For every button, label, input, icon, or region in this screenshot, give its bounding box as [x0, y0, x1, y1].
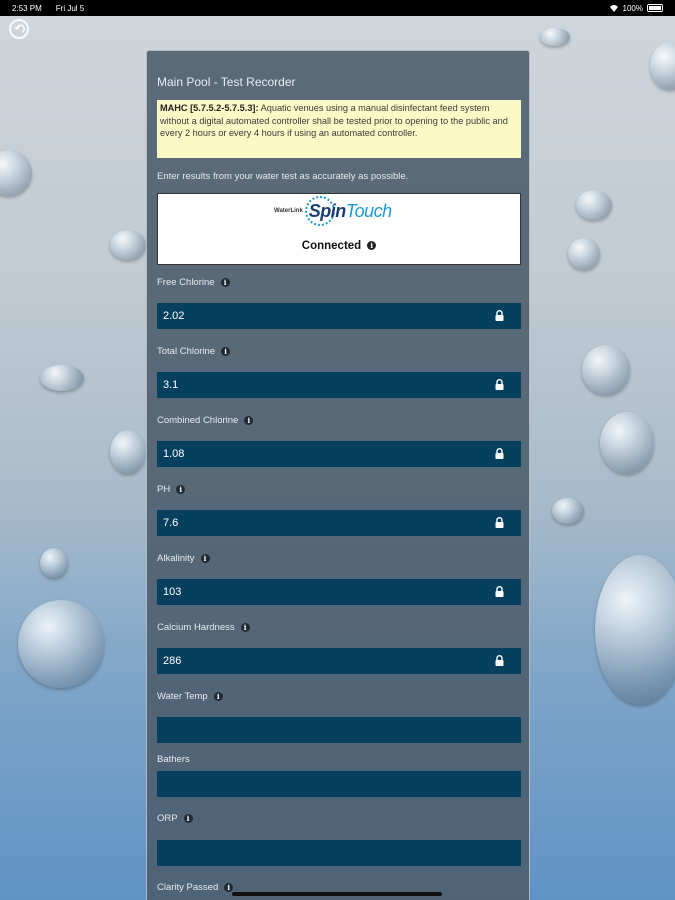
water-drop [595, 555, 675, 705]
panel-title: Main Pool - Test Recorder [157, 75, 296, 89]
field-label-ph [157, 484, 185, 495]
logo-waterlink: WaterLink [274, 208, 303, 214]
field-label-text: ORP [157, 813, 178, 824]
field-label-water-temp [157, 691, 223, 702]
info-icon[interactable]: i [221, 278, 230, 287]
home-indicator[interactable] [232, 892, 442, 896]
back-arrow-icon [14, 24, 25, 35]
field-label-orp [157, 813, 193, 824]
field-label-bathers [157, 754, 190, 765]
water-drop [582, 345, 630, 395]
field-label-text: Alkalinity [157, 553, 195, 564]
logo-text [309, 201, 392, 222]
field-label-text: Combined Chlorine [157, 415, 239, 426]
water-drop [0, 150, 32, 196]
field-label-text: Calcium Hardness [157, 622, 235, 633]
info-icon[interactable]: i [224, 883, 233, 892]
field-label-clarity-passed [157, 882, 233, 893]
alkalinity-field[interactable] [157, 579, 521, 605]
mahc-notice [157, 100, 521, 158]
water-drop [110, 430, 146, 474]
water-drop [568, 238, 600, 270]
logo-touch: Touch [345, 200, 392, 221]
field-value: 3.1 [163, 379, 179, 391]
logo-spin: Spin [308, 200, 346, 221]
free-chlorine-field[interactable] [157, 303, 521, 329]
combined-chlorine-field[interactable] [157, 441, 521, 467]
notice-text: Aquatic venues using a manual disinfectant feed system without a digital automated controller shall be tested prior to opening to the public and every 2 hours or every 4 hours if using an automated controller. [160, 103, 508, 138]
field-label-calcium-hardness [157, 622, 250, 633]
back-button[interactable] [9, 19, 29, 39]
lock-icon [495, 310, 504, 321]
field-value: 1.08 [163, 448, 185, 460]
info-icon[interactable]: i [367, 241, 376, 250]
info-icon[interactable]: i [214, 692, 223, 701]
lock-icon [495, 448, 504, 459]
field-value: 286 [163, 655, 182, 667]
connection-status-label: Connected [301, 240, 362, 252]
field-label-text: Bathers [157, 754, 190, 765]
field-value: 2.02 [163, 310, 185, 322]
field-value: 7.6 [163, 517, 179, 529]
total-chlorine-field[interactable] [157, 372, 521, 398]
water-drop [110, 230, 146, 260]
wifi-icon [609, 4, 619, 12]
lock-icon [495, 655, 504, 666]
water-drop [576, 190, 612, 220]
field-value: 103 [163, 586, 182, 598]
test-recorder-panel [146, 50, 530, 900]
info-icon[interactable]: i [201, 554, 210, 563]
field-label-total-chlorine [157, 346, 230, 357]
water-drop [540, 28, 570, 46]
field-label-combined-chlorine [157, 415, 253, 426]
instruction-text: Enter results from your water test as accurately as possible. [157, 171, 409, 182]
field-label-text: Water Temp [157, 691, 208, 702]
info-icon[interactable]: i [241, 623, 250, 632]
lock-icon [495, 517, 504, 528]
field-label-text: Free Chlorine [157, 277, 215, 288]
battery-percent: 100% [622, 3, 643, 13]
water-drop [650, 42, 675, 90]
calcium-hardness-field[interactable] [157, 648, 521, 674]
info-icon[interactable]: i [184, 814, 193, 823]
water-drop [40, 365, 84, 391]
field-label-text: Total Chlorine [157, 346, 216, 357]
status-time: 2:53 PM [12, 3, 42, 13]
connection-status [158, 240, 520, 252]
info-icon[interactable]: i [176, 485, 185, 494]
field-label-text: Clarity Passed [157, 882, 219, 893]
info-icon[interactable]: i [244, 416, 253, 425]
water-drop [18, 600, 104, 688]
water-drop [552, 498, 584, 524]
orp-field[interactable] [157, 840, 521, 866]
spintouch-card[interactable] [157, 193, 521, 265]
spintouch-logo [274, 196, 392, 226]
field-label-alkalinity [157, 553, 210, 564]
notice-code: MAHC [5.7.5.2-5.7.5.3]: [160, 103, 259, 113]
bathers-field[interactable] [157, 771, 521, 797]
water-drop [600, 412, 654, 474]
water-drop [40, 548, 68, 578]
field-label-text: PH [157, 484, 171, 495]
field-label-free-chlorine [157, 277, 230, 288]
status-bar [0, 0, 675, 16]
lock-icon [495, 379, 504, 390]
status-date: Fri Jul 5 [55, 3, 85, 13]
ph-field[interactable] [157, 510, 521, 536]
battery-icon [647, 4, 663, 12]
water-temp-field[interactable] [157, 717, 521, 743]
info-icon[interactable]: i [221, 347, 230, 356]
lock-icon [495, 586, 504, 597]
status-right [609, 4, 663, 13]
